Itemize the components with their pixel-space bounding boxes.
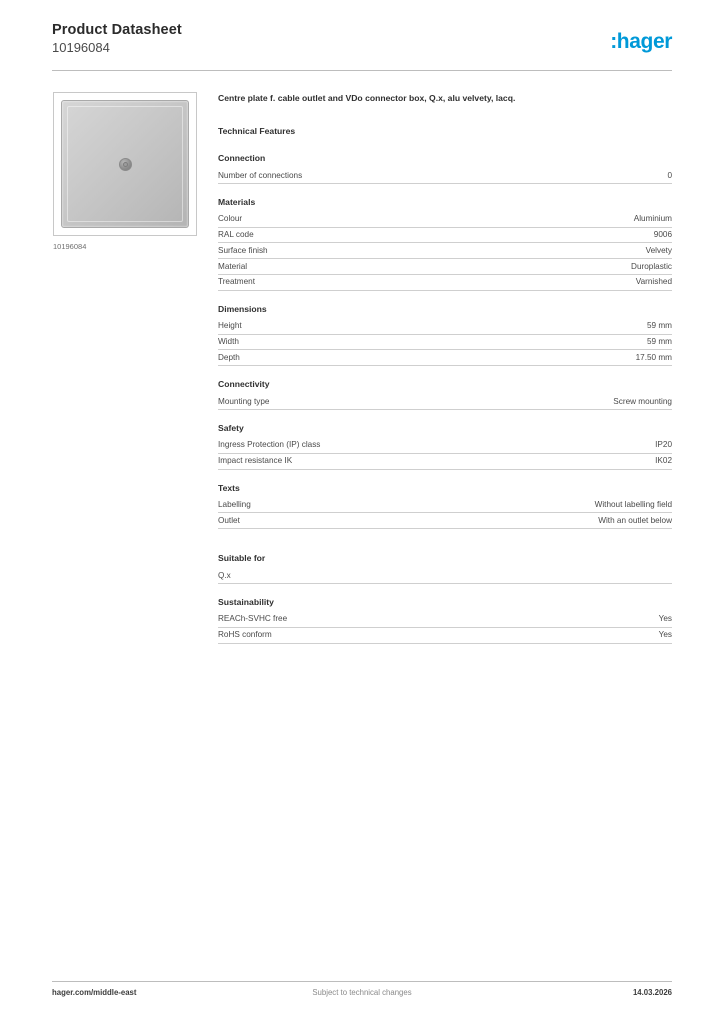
figure-caption: 10196084 <box>53 242 87 251</box>
page-title: Product Datasheet <box>52 22 182 38</box>
spec-group <box>218 153 672 184</box>
spec-row-label: Outlet <box>218 515 240 525</box>
spec-group <box>218 483 672 530</box>
footer-note: Subject to technical changes <box>312 988 412 997</box>
spec-row-value: Varnished <box>635 277 672 287</box>
spec-group <box>218 304 672 366</box>
spec-group <box>218 197 672 291</box>
plate-cable-outlet-icon <box>119 158 132 171</box>
specification-groups <box>218 153 672 644</box>
spec-group-title: Connectivity <box>218 379 270 390</box>
spec-group <box>218 379 672 410</box>
footer-divider <box>52 981 672 982</box>
spec-row <box>218 498 672 514</box>
spec-row <box>218 513 672 529</box>
spec-row-label: RAL code <box>218 230 254 240</box>
spec-row <box>218 438 672 454</box>
spec-row <box>218 275 672 291</box>
spec-row-label: Mounting type <box>218 396 270 406</box>
spec-group-title: Texts <box>218 482 240 493</box>
spec-row <box>218 335 672 351</box>
spec-row <box>218 259 672 275</box>
spec-row-value: Without labelling field <box>594 500 672 510</box>
spec-group-title: Safety <box>218 422 244 433</box>
product-image-frame <box>53 92 197 236</box>
spec-row-value: 9006 <box>653 230 672 240</box>
hager-logo: :hager <box>610 30 672 53</box>
spec-row-value: IK02 <box>655 456 672 466</box>
spec-row-label: Number of connections <box>218 170 303 180</box>
spec-row-value: 0 <box>667 170 672 180</box>
spec-row-label: REACh-SVHC free <box>218 614 288 624</box>
footer-date: 14.03.2026 <box>632 988 672 997</box>
spec-row-label: Labelling <box>218 500 251 510</box>
spec-row-value: Duroplastic <box>631 261 672 271</box>
spec-row <box>218 228 672 244</box>
spec-row-label: Colour <box>218 214 243 224</box>
spec-group-title: Sustainability <box>218 596 274 607</box>
spec-row <box>218 454 672 470</box>
spec-row <box>218 212 672 228</box>
specification-column <box>218 92 672 657</box>
spec-row-label: RoHS conform <box>218 630 272 640</box>
product-reference: 10196084 <box>52 40 110 55</box>
spec-row-label: Width <box>218 337 239 347</box>
spec-group-title: Suitable for <box>218 553 266 564</box>
spec-row-value: Velvety <box>645 245 672 255</box>
spec-row-value: 17.50 mm <box>635 352 672 362</box>
spec-row-label: Ingress Protection (IP) class <box>218 440 321 450</box>
spec-row <box>218 243 672 259</box>
spec-row-value: Aluminium <box>633 214 672 224</box>
spec-row-label: Material <box>218 261 248 271</box>
spec-group <box>218 553 672 584</box>
spec-group-title: Connection <box>218 153 266 163</box>
spec-row-label: Q.x <box>218 570 231 580</box>
page-footer <box>52 988 672 1002</box>
centre-plate-image <box>61 100 189 228</box>
spec-row-value: Screw mounting <box>613 396 672 406</box>
technical-features-heading: Technical Features <box>218 126 296 136</box>
product-description: Centre plate f. cable outlet and VDo connector box, Q.x, alu velvety, lacq. <box>218 93 516 103</box>
spec-row <box>218 394 672 410</box>
spec-row-value: IP20 <box>655 440 672 450</box>
spec-row <box>218 628 672 644</box>
spec-row <box>218 350 672 366</box>
footer-website[interactable]: hager.com/middle-east <box>52 988 137 997</box>
spec-row <box>218 568 672 584</box>
spec-row <box>218 612 672 628</box>
spec-group-title: Dimensions <box>218 303 267 314</box>
spec-row-value: Yes <box>658 630 672 640</box>
spec-row-label: Impact resistance IK <box>218 456 293 466</box>
page-header <box>52 22 672 66</box>
spec-row-value: 59 mm <box>646 337 672 347</box>
spec-row <box>218 319 672 335</box>
spec-row-label: Treatment <box>218 277 256 287</box>
spec-group <box>218 423 672 470</box>
spec-group <box>218 597 672 644</box>
spec-row-value: 59 mm <box>646 321 672 331</box>
spec-row <box>218 168 672 184</box>
spec-row-label: Depth <box>218 352 240 362</box>
spec-row-label: Height <box>218 321 242 331</box>
spec-group-title: Materials <box>218 196 256 207</box>
spec-row-value: Yes <box>658 614 672 624</box>
spec-row-label: Surface finish <box>218 245 268 255</box>
product-figure <box>53 92 199 251</box>
header-divider <box>52 70 672 71</box>
spec-row-value: With an outlet below <box>598 515 672 525</box>
